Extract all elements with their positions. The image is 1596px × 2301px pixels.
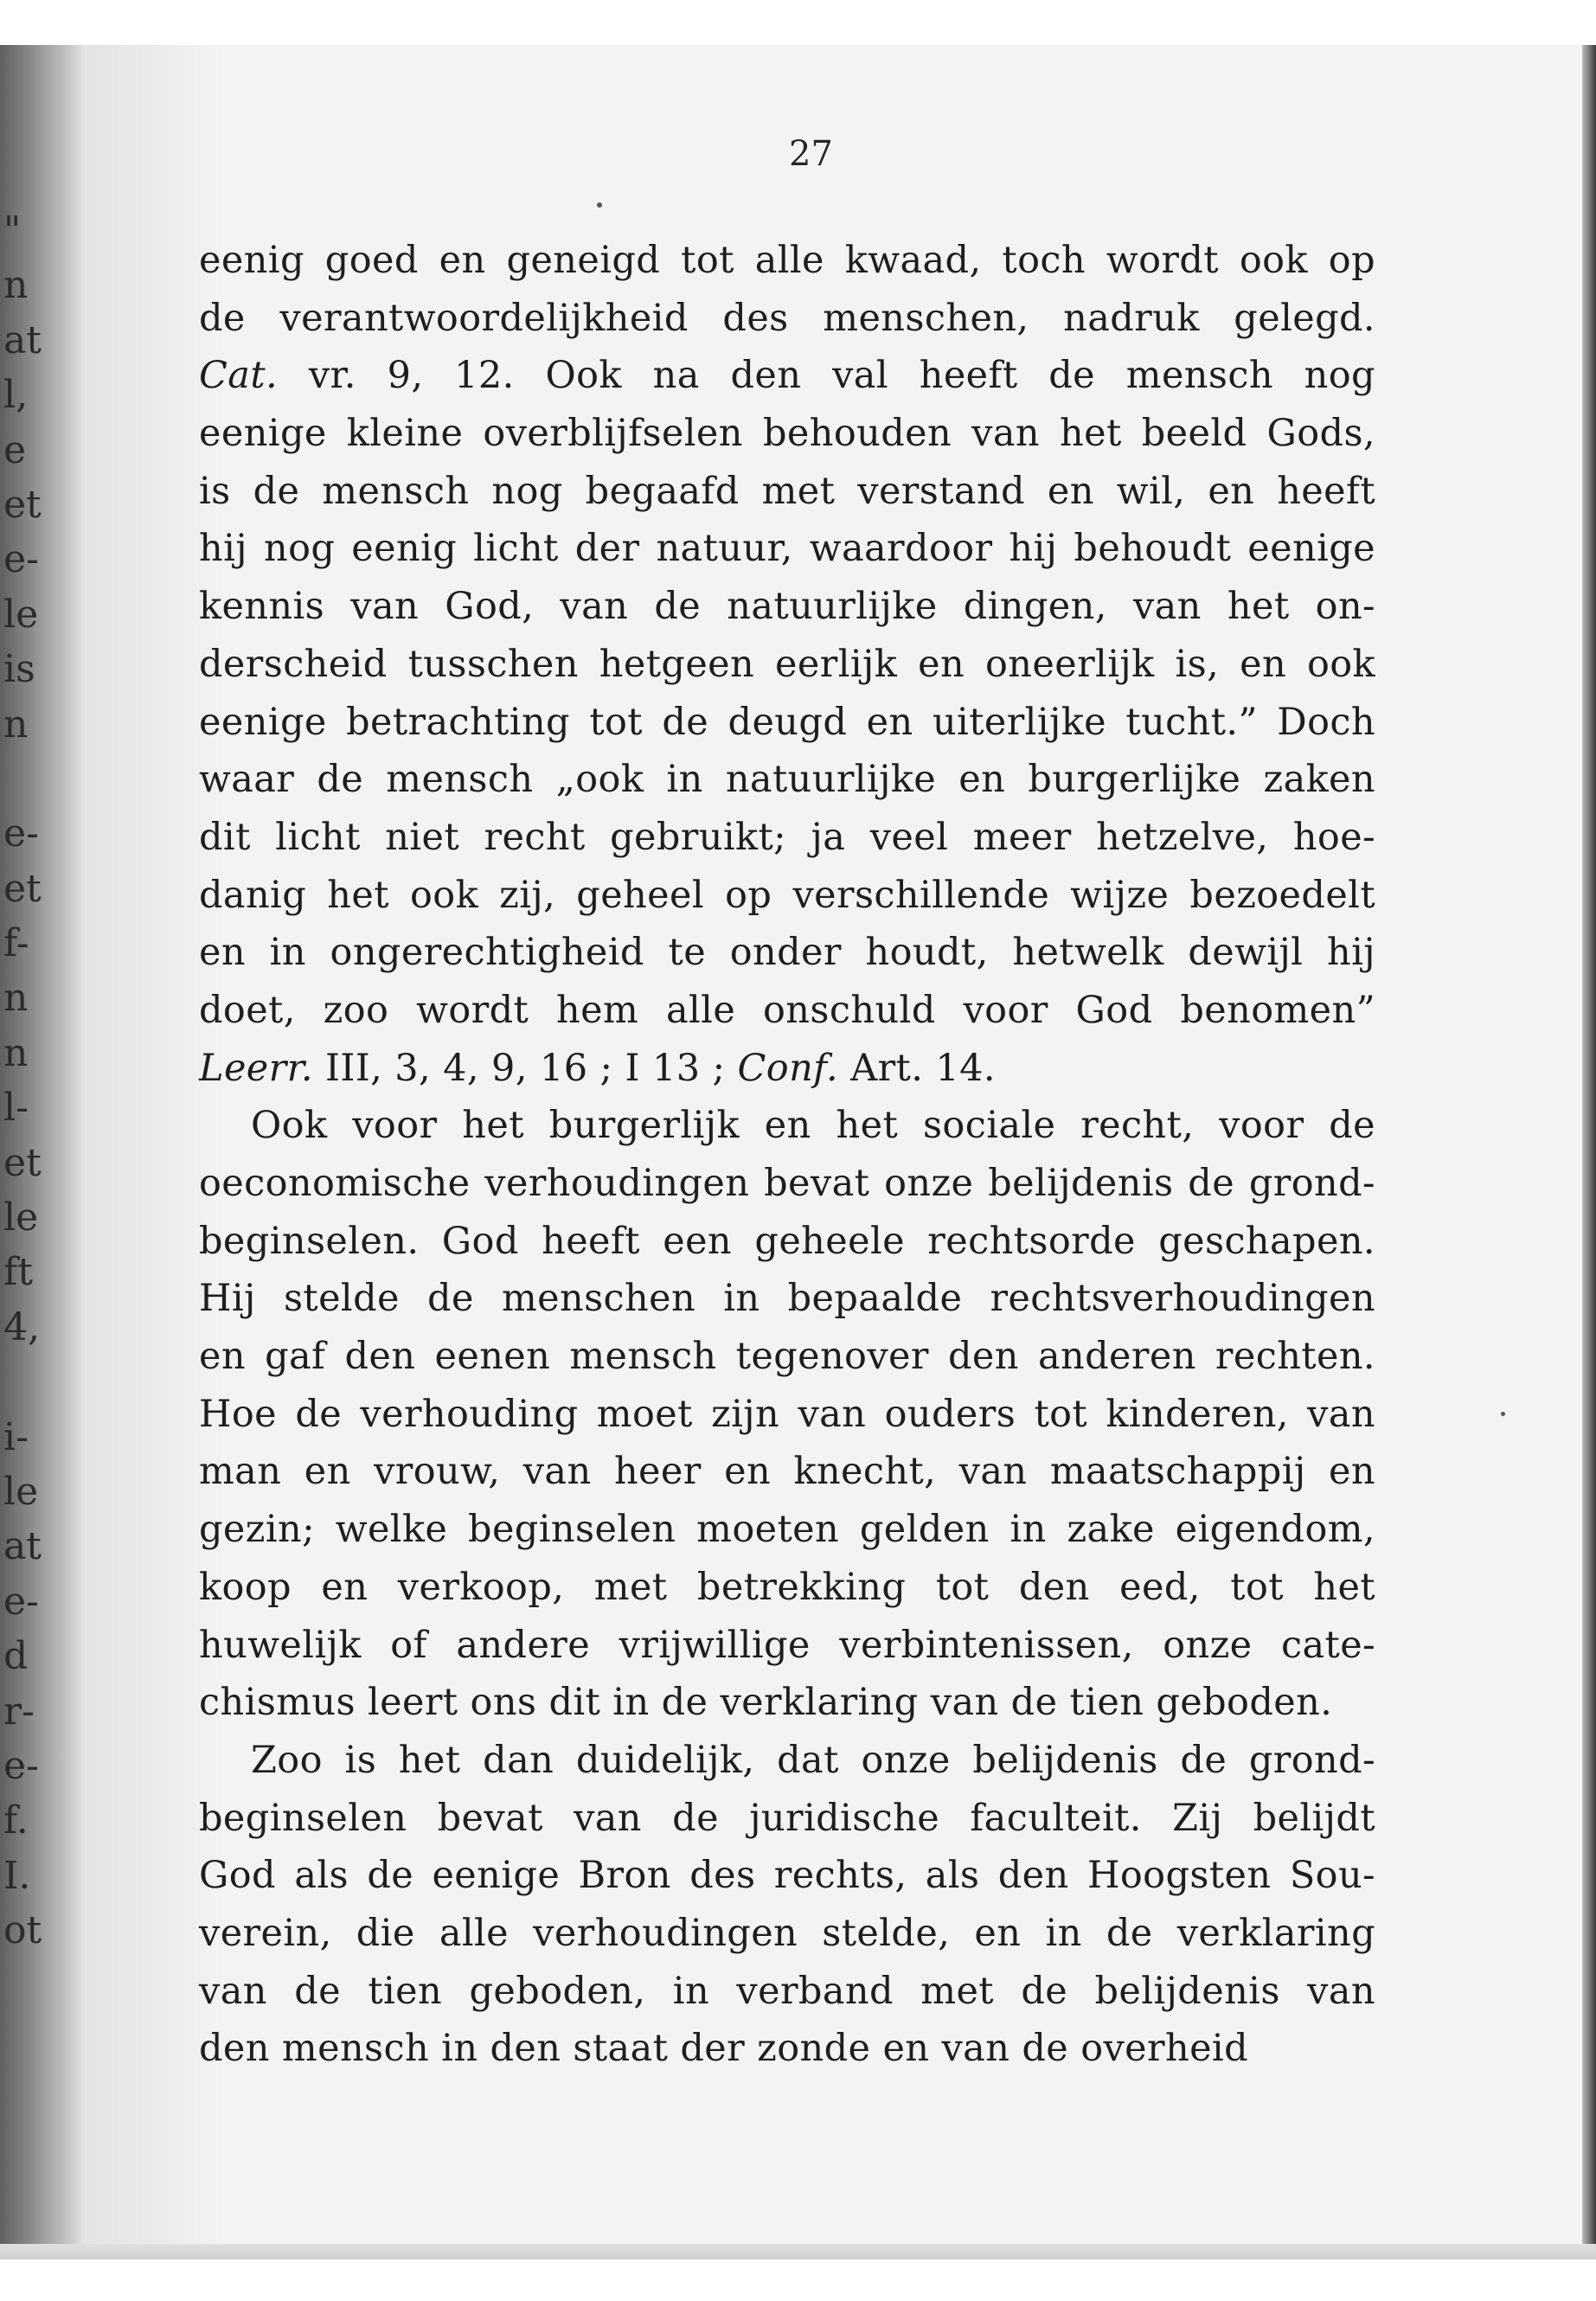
text-line: dit licht niet recht gebruikt; ja veel meer hetzelve, hoe- xyxy=(199,815,1375,859)
page-number: 27 xyxy=(789,134,833,174)
facing-fragment: n xyxy=(3,1030,29,1075)
text-line: is de mensch nog begaafd met verstand en wil, en heeft xyxy=(199,469,1375,513)
facing-fragment: e- xyxy=(3,537,39,582)
text-line: hij nog eenig licht der natuur, waardoor hij behoudt eenige xyxy=(199,527,1375,571)
text-line: Zoo is het dan duidelijk, dat onze belijdenis de grond- xyxy=(251,1738,1375,1782)
facing-fragment: n xyxy=(3,702,29,747)
facing-fragment: f. xyxy=(3,1798,29,1843)
facing-fragment: r- xyxy=(3,1689,35,1734)
text-line: derscheid tusschen hetgeen eerlijk en oneerlijk is, en ook xyxy=(199,642,1375,686)
speck xyxy=(1501,1412,1505,1416)
facing-fragment: ot xyxy=(3,1908,42,1953)
facing-page-fragments xyxy=(3,203,64,1958)
page-body xyxy=(199,232,1375,2078)
facing-fragment: et xyxy=(3,1140,42,1185)
facing-fragment: at xyxy=(3,1524,42,1569)
text-line: eenige betrachting tot de deugd en uiterlijke tucht.” Doch xyxy=(199,700,1375,744)
text-line: en in ongerechtigheid te onder houdt, hetwelk dewijl hij xyxy=(199,931,1375,975)
italic-reference: Cat. xyxy=(199,354,279,398)
page-bottom-edge xyxy=(0,2244,1596,2259)
facing-fragment: le xyxy=(3,1195,39,1240)
facing-fragment: 4, xyxy=(3,1304,40,1349)
text-line: chismus leert ons dit in de verklaring van de tien geboden. xyxy=(199,1681,1333,1725)
facing-fragment: " xyxy=(3,208,22,253)
facing-fragment: l, xyxy=(3,373,29,418)
facing-fragment: at xyxy=(3,317,42,362)
facing-fragment: e- xyxy=(3,1579,39,1624)
text-line: beginselen bevat van de juridische faculteit. Zij belijdt xyxy=(199,1796,1375,1840)
text-line: beginselen. God heeft een geheele rechtsorde geschapen. xyxy=(199,1219,1375,1263)
text-line: Ook voor het burgerlijk en het sociale recht, voor de xyxy=(251,1104,1375,1148)
text-line xyxy=(199,347,1375,405)
text-line: de verantwoordelijkheid des menschen, nadruk gelegd. xyxy=(199,296,1375,340)
italic-reference: Leerr. xyxy=(199,1046,313,1090)
line-text: Art. 14. xyxy=(838,1046,996,1090)
text-line: Hij stelde de menschen in bepaalde rechtsverhoudingen xyxy=(199,1277,1375,1321)
italic-reference: Conf. xyxy=(737,1046,839,1090)
text-line: man en vrouw, van heer en knecht, van maatschappij en xyxy=(199,1450,1375,1494)
facing-fragment: f- xyxy=(3,921,29,966)
text-line: danig het ook zij, geheel op verschillende wijze bezoedelt xyxy=(199,873,1375,917)
text-line: doet, zoo wordt hem alle onschuld voor God benomen” xyxy=(199,988,1375,1032)
facing-fragment: ft xyxy=(3,1250,33,1295)
facing-fragment: le xyxy=(3,1469,39,1514)
line-text: vr. 9, 12. Ook na den val heeft de mensch nog xyxy=(278,354,1375,398)
text-line: kennis van God, van de natuurlijke dingen, van het on- xyxy=(199,585,1375,629)
facing-fragment: n xyxy=(3,976,29,1021)
text-line: van de tien geboden, in verband met de belijdenis van xyxy=(199,1969,1375,2013)
text-line: huwelijk of andere vrijwillige verbintenissen, onze cate- xyxy=(199,1623,1375,1667)
text-line: den mensch in den staat der zonde en van de overheid xyxy=(199,2027,1248,2071)
line-text: III, 3, 4, 9, 16 ; I 13 ; xyxy=(312,1046,738,1090)
text-line: eenige kleine overblijfselen behouden van het beeld Gods, xyxy=(199,412,1375,456)
facing-fragment xyxy=(3,1355,64,1409)
facing-fragment xyxy=(3,752,64,806)
text-line xyxy=(199,1040,1375,1098)
facing-fragment: e- xyxy=(3,811,39,856)
facing-fragment: et xyxy=(3,482,42,527)
text-line: en gaf den eenen mensch tegenover den anderen rechten. xyxy=(199,1335,1375,1379)
facing-fragment: d xyxy=(3,1634,29,1679)
text-line: eenig goed en geneigd tot alle kwaad, toch wordt ook op xyxy=(199,239,1375,282)
facing-fragment: e- xyxy=(3,1743,39,1788)
text-line: waar de mensch „ook in natuurlijke en burgerlijke zaken xyxy=(199,758,1375,802)
facing-fragment: l- xyxy=(3,1086,29,1131)
speck xyxy=(597,202,602,208)
facing-fragment: i- xyxy=(3,1414,29,1459)
text-line: God als de eenige Bron des rechts, als den Hoogsten Sou- xyxy=(199,1854,1375,1898)
facing-fragment: is xyxy=(3,647,35,692)
text-line: verein, die alle verhoudingen stelde, en in de verklaring xyxy=(199,1911,1375,1955)
facing-fragment: le xyxy=(3,592,39,637)
text-line: oeconomische verhoudingen bevat onze belijdenis de grond- xyxy=(199,1162,1375,1205)
text-line: Hoe de verhouding moet zijn van ouders tot kinderen, van xyxy=(199,1392,1375,1436)
text-line: gezin; welke beginselen moeten gelden in zake eigendom, xyxy=(199,1508,1375,1552)
facing-fragment: et xyxy=(3,866,42,911)
page-right-edge xyxy=(1582,45,1596,2259)
facing-fragment: e xyxy=(3,427,27,472)
facing-fragment: n xyxy=(3,263,29,308)
text-line: koop en verkoop, met betrekking tot den eed, tot het xyxy=(199,1565,1375,1609)
facing-fragment: I. xyxy=(3,1853,31,1898)
